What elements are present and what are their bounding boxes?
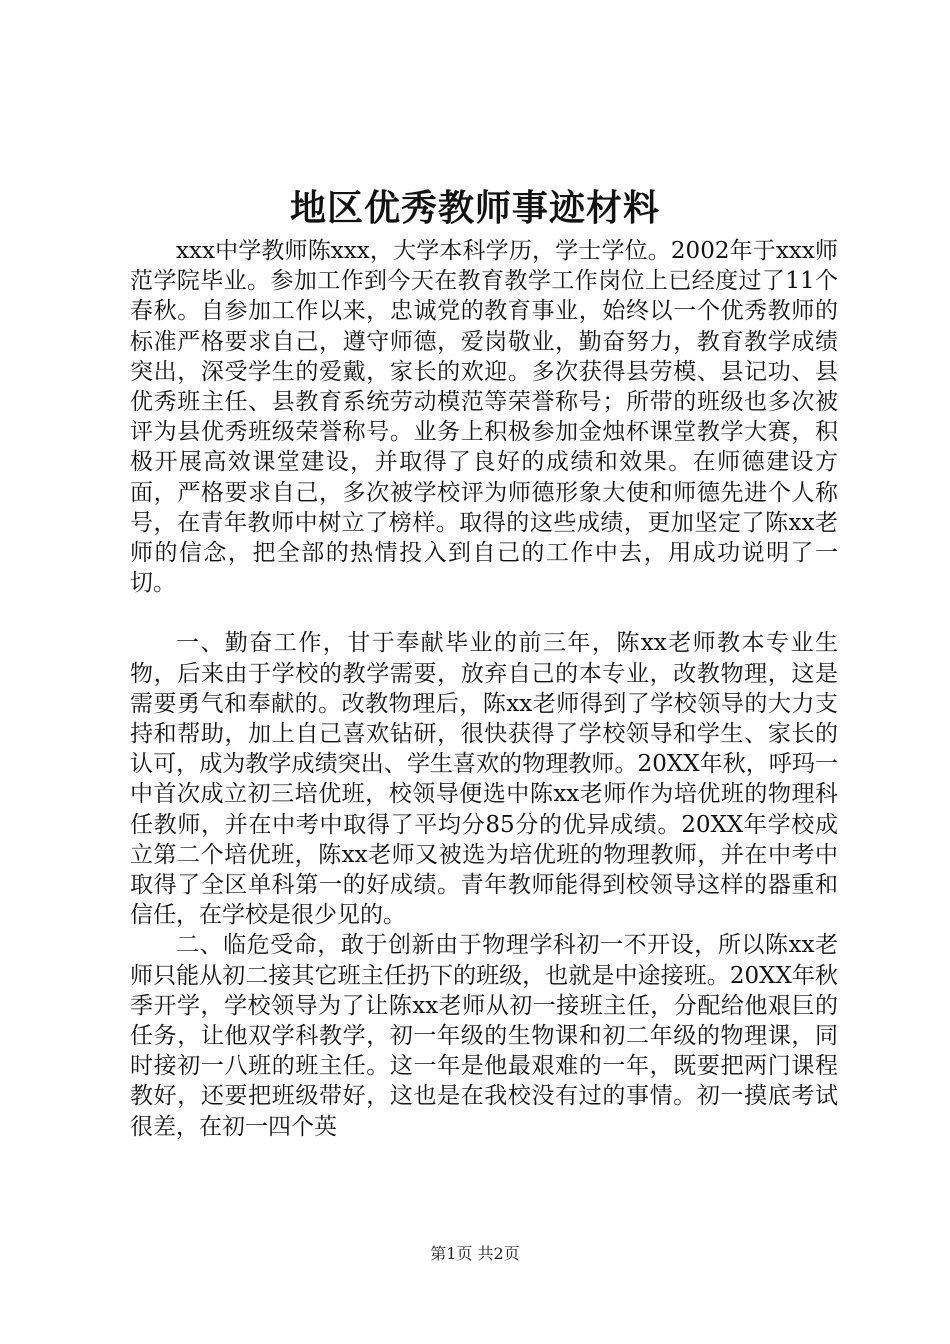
paragraph-section-1: 一、勤奋工作，甘于奉献毕业的前三年，陈xx老师教本专业生物，后来由于学校的教学需要，放弃自己的本专业，改教物理，这是需要勇气和奉献的。改教物理后，陈xx老师得到了学校领导的大力支持和帮助，加上自己喜欢钻研，很快获得了学校领导和学生、家长的认可，成为教学成绩突出、学生喜欢的物理教师。20XX年秋，呼玛一中首次成立初三培优班，校领导便选中陈xx老师作为培优班的物理科任教师，并在中考中取得了平均分85分的优异成绩。20XX年学校成立第二个培优班，陈xx老师又被选为培优班的物理教师，并在中考中取得了全区单科第一的好成绩。青年教师能得到校领导这样的器重和信任，在学校是很少见的。 (130, 630, 838, 929)
document-body (130, 236, 838, 1142)
document-title: 地区优秀教师事迹材料 (289, 187, 660, 229)
paragraph-intro: xxx中学教师陈xxx，大学本科学历，学士学位。2002年于xxx师范学院毕业。参加工作到今天在教育教学工作岗位上已经度过了11个春秋。自参加工作以来，忠诚党的教育事业，始终以一个优秀教师的标准严格要求自己，遵守师德，爱岗敬业，勤奋努力，教育教学成绩突出，深受学生的爱戴，家长的欢迎。多次获得县劳模、县记功、县优秀班主任、县教育系统劳动模范等荣誉称号；所带的班级也多次被评为县优秀班级荣誉称号。业务上积极参加金烛杯课堂教学大赛，积极开展高效课堂建设，并取得了良好的成绩和效果。在师德建设方面，严格要求自己，多次被学校评为师德形象大使和师德先进个人称号，在青年教师中树立了榜样。取得的这些成绩，更加坚定了陈xx老师的信念，把全部的热情投入到自己的工作中去，用成功说明了一切。 (130, 238, 838, 597)
page-footer: 第1页 共2页 (430, 1244, 520, 1263)
paragraph-section-2: 二、临危受命，敢于创新由于物理学科初一不开设，所以陈xx老师只能从初二接其它班主任扔下的班级，也就是中途接班。20XX年秋季开学，学校领导为了让陈xx老师从初一接班主任，分配给他艰巨的任务，让他双学科教学，初一年级的生物课和初二年级的物理课，同时接初一八班的班主任。这一年是他最艰难的一年，既要把两门课程教好，还要把班级带好，这也是在我校没有过的事情。初一摸底考试很差，在初一四个英 (130, 932, 838, 1140)
